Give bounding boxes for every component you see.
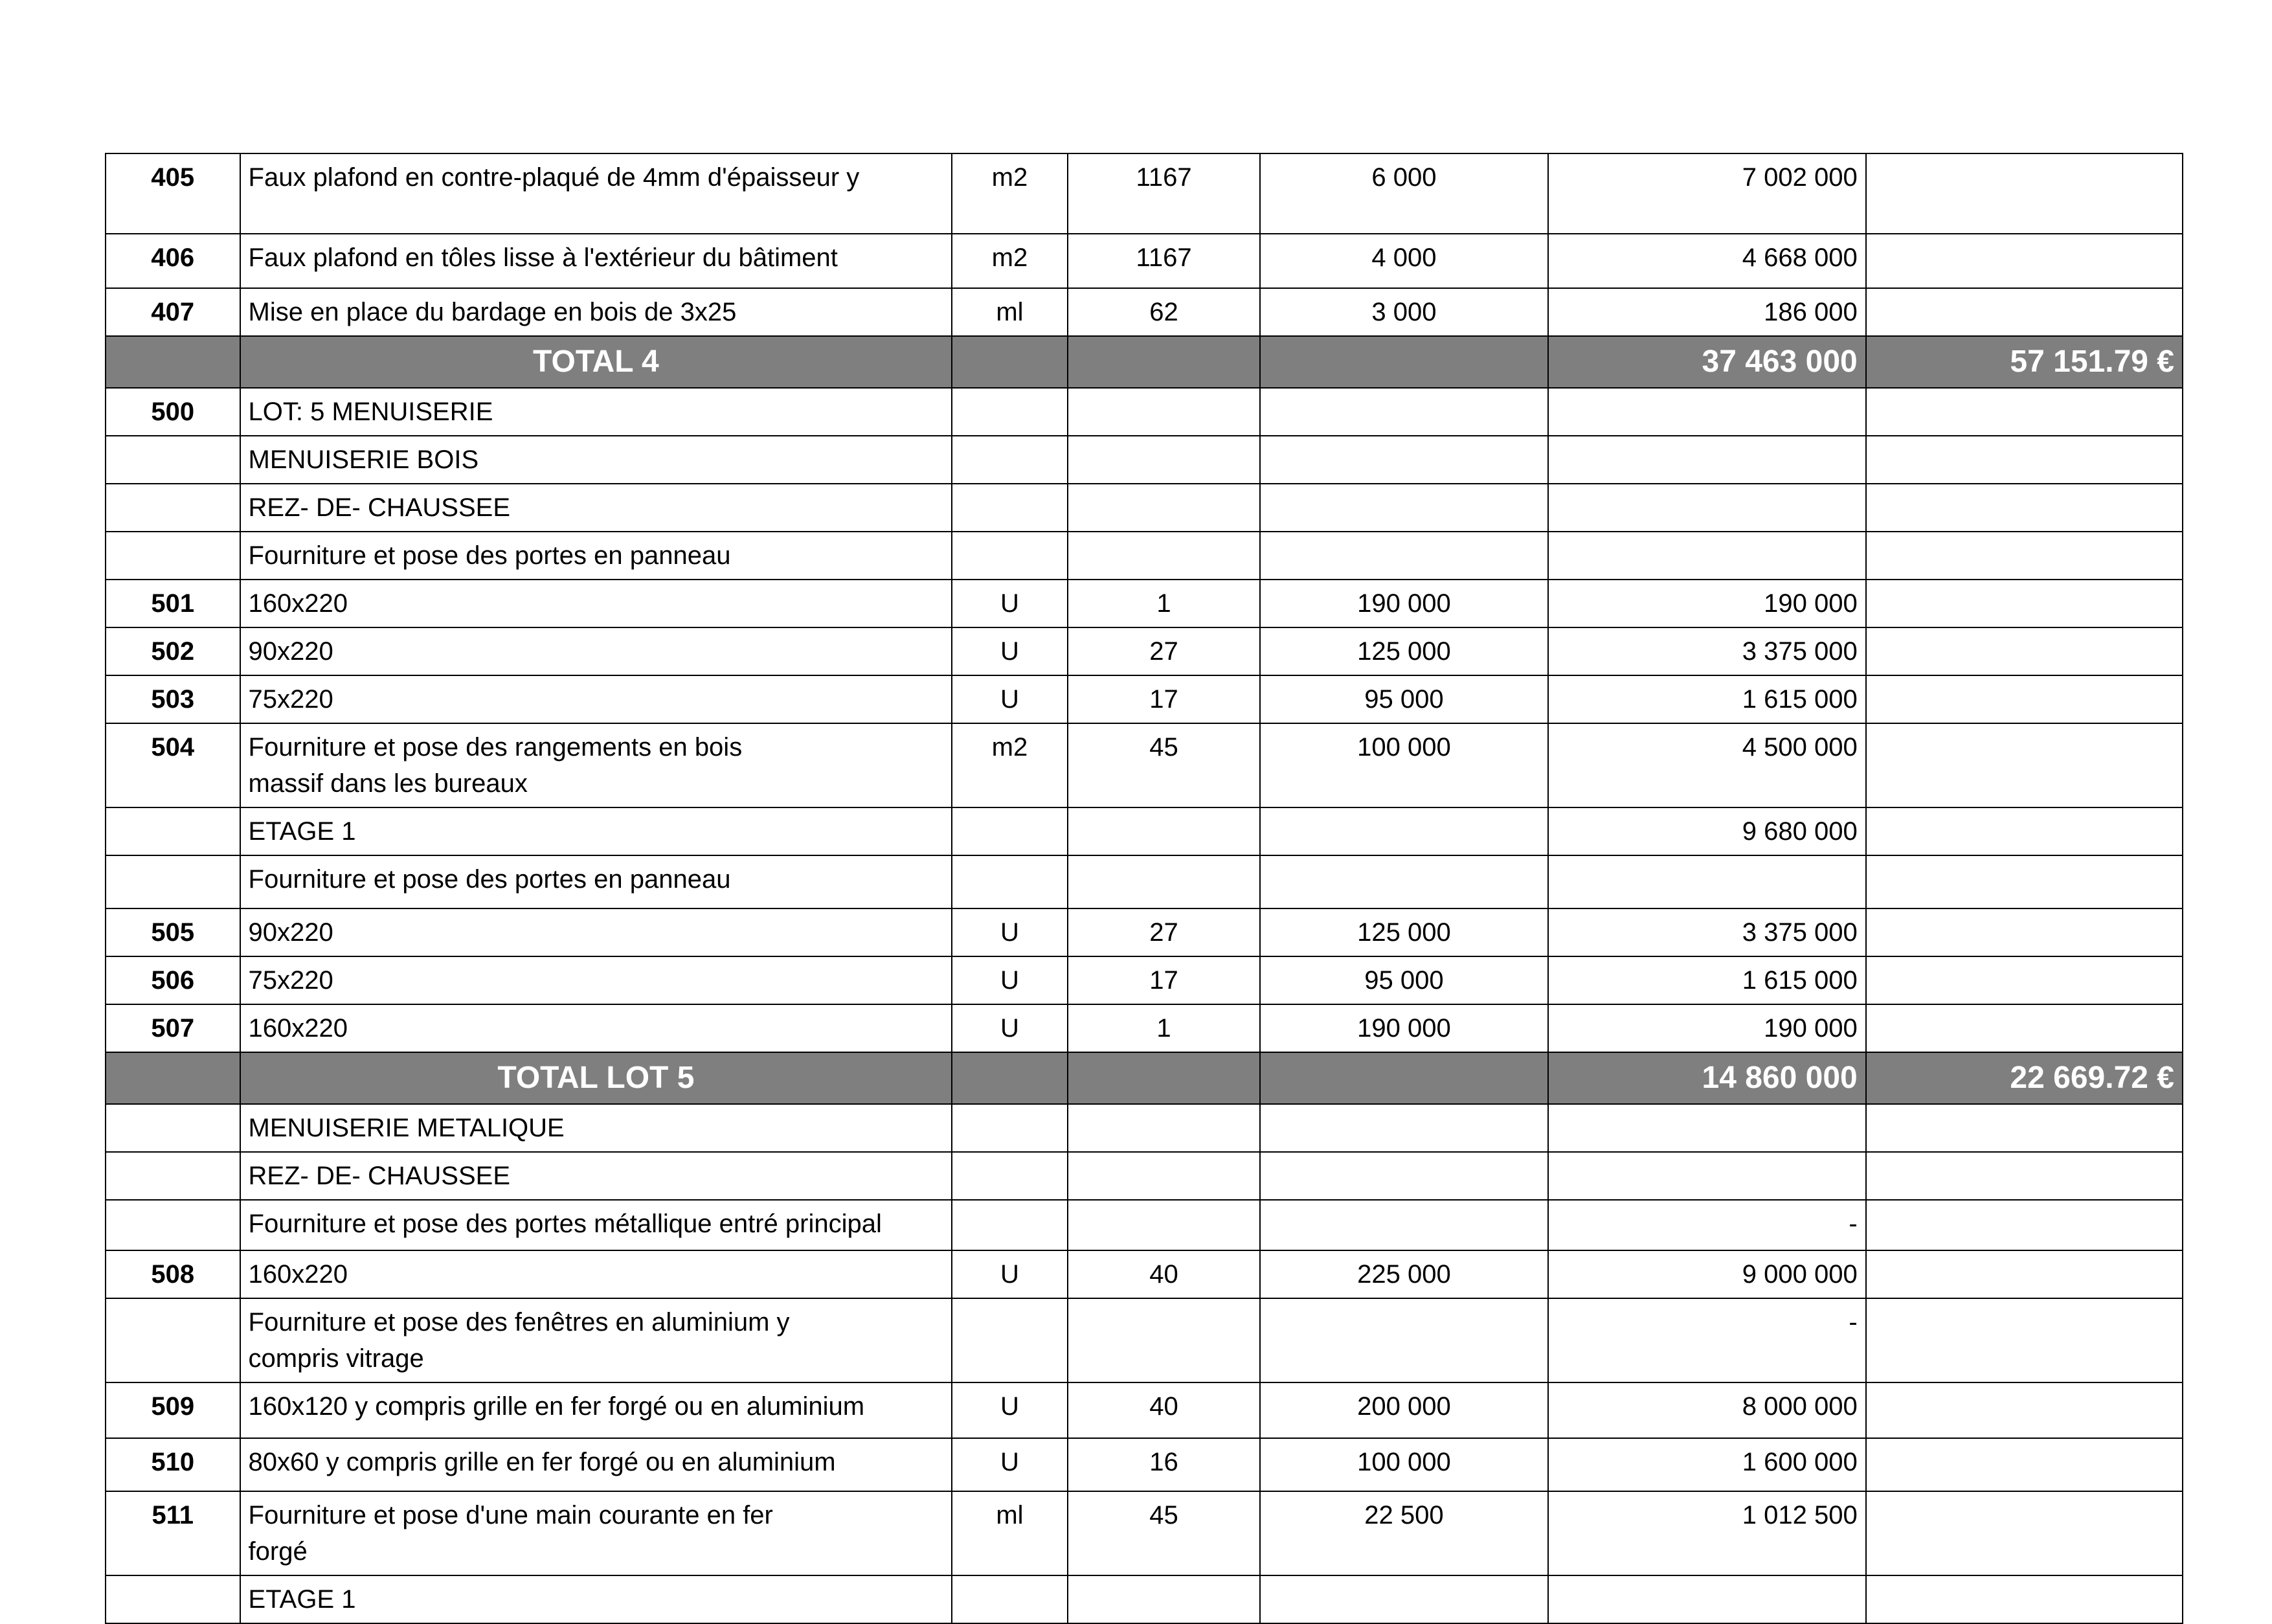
quantity-cell: 40 [1068,1250,1261,1298]
quantity-cell [1068,855,1261,908]
table-row [106,153,2183,234]
quantity-cell [1068,1052,1261,1104]
amount-cell: - [1548,1200,1866,1250]
table-row [106,580,2183,627]
unit-cell: U [952,908,1067,956]
amount-cell [1548,532,1866,580]
euro-amount-cell: 57 151.79 € [1866,336,2183,388]
item-number-cell [106,336,240,388]
unit-cell: U [952,627,1067,675]
description-cell: MENUISERIE BOIS [240,436,952,484]
unit-cell [952,1575,1067,1623]
unit-cell: m2 [952,234,1067,288]
table-row [106,956,2183,1004]
quantity-cell: 1167 [1068,234,1261,288]
item-number-cell [106,1104,240,1152]
quantity-cell [1068,1152,1261,1200]
item-number-cell: 502 [106,627,240,675]
euro-amount-cell [1866,532,2183,580]
quantity-cell [1068,484,1261,532]
unit-price-cell [1260,855,1547,908]
euro-amount-cell [1866,1200,2183,1250]
quantity-cell: 1 [1068,1004,1261,1052]
table-row [106,1004,2183,1052]
table-row [106,627,2183,675]
euro-amount-cell [1866,627,2183,675]
euro-amount-cell [1866,484,2183,532]
amount-cell: 3 375 000 [1548,908,1866,956]
quantity-cell: 17 [1068,675,1261,723]
item-number-cell: 405 [106,153,240,234]
item-number-cell: 506 [106,956,240,1004]
table-row [106,484,2183,532]
description-cell: TOTAL 4 [240,336,952,388]
description-cell: Faux plafond en tôles lisse à l'extérieur du bâtiment [240,234,952,288]
amount-cell: 4 500 000 [1548,723,1866,807]
amount-cell [1548,1104,1866,1152]
item-number-cell: 501 [106,580,240,627]
amount-cell: 1 615 000 [1548,675,1866,723]
amount-cell: 37 463 000 [1548,336,1866,388]
quantity-cell [1068,436,1261,484]
unit-price-cell [1260,484,1547,532]
unit-cell: m2 [952,153,1067,234]
amount-cell: 1 012 500 [1548,1491,1866,1575]
unit-price-cell [1260,1575,1547,1623]
quantity-cell: 1 [1068,580,1261,627]
description-cell: Fourniture et pose des portes métallique entré principal [240,1200,952,1250]
item-number-cell: 510 [106,1438,240,1491]
table-row [106,1250,2183,1298]
item-number-cell [106,1575,240,1623]
unit-cell [952,1052,1067,1104]
euro-amount-cell [1866,1250,2183,1298]
quantity-cell: 27 [1068,908,1261,956]
unit-price-cell: 200 000 [1260,1382,1547,1438]
quantity-cell: 1167 [1068,153,1261,234]
table-row [106,532,2183,580]
item-number-cell: 508 [106,1250,240,1298]
table-body [106,153,2183,1623]
euro-amount-cell [1866,1004,2183,1052]
unit-price-cell: 125 000 [1260,908,1547,956]
table-row [106,723,2183,807]
description-cell: Fourniture et pose d'une main courante en fer forgé [240,1491,952,1575]
unit-price-cell: 6 000 [1260,153,1547,234]
unit-price-cell: 100 000 [1260,723,1547,807]
unit-price-cell: 190 000 [1260,580,1547,627]
unit-price-cell: 100 000 [1260,1438,1547,1491]
table-row [106,807,2183,855]
unit-price-cell [1260,807,1547,855]
quantity-cell: 45 [1068,723,1261,807]
amount-cell: 9 000 000 [1548,1250,1866,1298]
unit-price-cell [1260,1104,1547,1152]
item-number-cell: 511 [106,1491,240,1575]
amount-cell: 7 002 000 [1548,153,1866,234]
item-number-cell [106,1152,240,1200]
table-row [106,1575,2183,1623]
unit-price-cell: 95 000 [1260,675,1547,723]
amount-cell: 3 375 000 [1548,627,1866,675]
table-row [106,1200,2183,1250]
euro-amount-cell [1866,1152,2183,1200]
euro-amount-cell [1866,1104,2183,1152]
table-row [106,1152,2183,1200]
item-number-cell: 509 [106,1382,240,1438]
unit-cell: U [952,1250,1067,1298]
amount-cell [1548,1152,1866,1200]
quantity-cell [1068,807,1261,855]
unit-cell [952,1298,1067,1382]
quantity-cell: 40 [1068,1382,1261,1438]
quantity-cell [1068,1104,1261,1152]
unit-price-cell: 190 000 [1260,1004,1547,1052]
unit-cell: U [952,956,1067,1004]
item-number-cell [106,484,240,532]
table-row [106,1491,2183,1575]
quantity-cell: 17 [1068,956,1261,1004]
unit-price-cell: 125 000 [1260,627,1547,675]
item-number-cell [106,1052,240,1104]
unit-cell [952,436,1067,484]
euro-amount-cell: 22 669.72 € [1866,1052,2183,1104]
unit-cell [952,1104,1067,1152]
amount-cell [1548,855,1866,908]
amount-cell: 186 000 [1548,288,1866,336]
description-cell: 160x220 [240,1250,952,1298]
euro-amount-cell [1866,1298,2183,1382]
unit-cell [952,532,1067,580]
table-row [106,675,2183,723]
item-number-cell [106,1298,240,1382]
euro-amount-cell [1866,234,2183,288]
euro-amount-cell [1866,723,2183,807]
description-cell: 160x120 y compris grille en fer forgé ou en aluminium [240,1382,952,1438]
amount-cell: 1 600 000 [1548,1438,1866,1491]
table-row [106,1438,2183,1491]
unit-price-cell [1260,532,1547,580]
amount-cell: 8 000 000 [1548,1382,1866,1438]
euro-amount-cell [1866,1491,2183,1575]
unit-price-cell [1260,1200,1547,1250]
euro-amount-cell [1866,1575,2183,1623]
amount-cell [1548,436,1866,484]
item-number-cell: 406 [106,234,240,288]
quantity-cell [1068,1575,1261,1623]
euro-amount-cell [1866,855,2183,908]
item-number-cell: 505 [106,908,240,956]
description-cell: 75x220 [240,956,952,1004]
amount-cell [1548,484,1866,532]
description-cell: ETAGE 1 [240,807,952,855]
table-row [106,1104,2183,1152]
description-cell: 75x220 [240,675,952,723]
description-cell: REZ- DE- CHAUSSEE [240,484,952,532]
quantity-cell [1068,388,1261,436]
unit-cell [952,855,1067,908]
item-number-cell [106,532,240,580]
unit-price-cell [1260,388,1547,436]
item-number-cell [106,855,240,908]
euro-amount-cell [1866,580,2183,627]
item-number-cell [106,436,240,484]
description-cell: REZ- DE- CHAUSSEE [240,1152,952,1200]
total-row [106,336,2183,388]
table-row [106,288,2183,336]
table-row [106,1298,2183,1382]
description-cell: 80x60 y compris grille en fer forgé ou en aluminium [240,1438,952,1491]
euro-amount-cell [1866,436,2183,484]
amount-cell: 9 680 000 [1548,807,1866,855]
unit-price-cell [1260,1298,1547,1382]
item-number-cell: 507 [106,1004,240,1052]
table-row [106,855,2183,908]
description-cell: MENUISERIE METALIQUE [240,1104,952,1152]
quantity-cell [1068,1298,1261,1382]
unit-price-cell [1260,1052,1547,1104]
unit-cell [952,807,1067,855]
table-row [106,388,2183,436]
quantity-cell: 45 [1068,1491,1261,1575]
quantity-cell: 27 [1068,627,1261,675]
unit-price-cell: 22 500 [1260,1491,1547,1575]
unit-cell: U [952,580,1067,627]
euro-amount-cell [1866,388,2183,436]
description-cell: 160x220 [240,1004,952,1052]
description-cell: Fourniture et pose des rangements en bois massif dans les bureaux [240,723,952,807]
description-cell: 90x220 [240,908,952,956]
euro-amount-cell [1866,1438,2183,1491]
amount-cell [1548,388,1866,436]
unit-cell [952,1152,1067,1200]
unit-cell [952,1200,1067,1250]
unit-cell: U [952,1004,1067,1052]
amount-cell: - [1548,1298,1866,1382]
unit-price-cell [1260,436,1547,484]
amount-cell [1548,1575,1866,1623]
unit-cell [952,336,1067,388]
table-row [106,234,2183,288]
item-number-cell [106,807,240,855]
unit-cell: U [952,1438,1067,1491]
unit-cell: ml [952,288,1067,336]
unit-cell: m2 [952,723,1067,807]
description-cell: Fourniture et pose des portes en panneau [240,855,952,908]
euro-amount-cell [1866,956,2183,1004]
item-number-cell [106,1200,240,1250]
quantity-cell: 62 [1068,288,1261,336]
quantity-cell [1068,1200,1261,1250]
description-cell: TOTAL LOT 5 [240,1052,952,1104]
total-row [106,1052,2183,1104]
description-cell: 160x220 [240,580,952,627]
unit-cell [952,388,1067,436]
euro-amount-cell [1866,908,2183,956]
item-number-cell: 500 [106,388,240,436]
unit-price-cell [1260,1152,1547,1200]
description-cell: LOT: 5 MENUISERIE [240,388,952,436]
unit-price-cell: 3 000 [1260,288,1547,336]
description-cell: ETAGE 1 [240,1575,952,1623]
description-cell: Fourniture et pose des portes en panneau [240,532,952,580]
unit-cell [952,484,1067,532]
unit-price-cell: 95 000 [1260,956,1547,1004]
quantity-cell: 16 [1068,1438,1261,1491]
euro-amount-cell [1866,675,2183,723]
description-cell: Fourniture et pose des fenêtres en aluminium y compris vitrage [240,1298,952,1382]
amount-cell: 190 000 [1548,580,1866,627]
table-row [106,1382,2183,1438]
unit-cell: U [952,675,1067,723]
quantity-cell [1068,336,1261,388]
euro-amount-cell [1866,807,2183,855]
item-number-cell: 407 [106,288,240,336]
description-cell: 90x220 [240,627,952,675]
unit-price-cell: 4 000 [1260,234,1547,288]
amount-cell: 4 668 000 [1548,234,1866,288]
euro-amount-cell [1866,153,2183,234]
bill-of-quantities-table [105,153,2183,1624]
description-cell: Faux plafond en contre-plaqué de 4mm d'épaisseur y [240,153,952,234]
euro-amount-cell [1866,1382,2183,1438]
unit-price-cell: 225 000 [1260,1250,1547,1298]
table-row [106,436,2183,484]
unit-price-cell [1260,336,1547,388]
quantity-cell [1068,532,1261,580]
euro-amount-cell [1866,288,2183,336]
amount-cell: 190 000 [1548,1004,1866,1052]
unit-cell: ml [952,1491,1067,1575]
amount-cell: 14 860 000 [1548,1052,1866,1104]
amount-cell: 1 615 000 [1548,956,1866,1004]
table-row [106,908,2183,956]
item-number-cell: 503 [106,675,240,723]
unit-cell: U [952,1382,1067,1438]
item-number-cell: 504 [106,723,240,807]
description-cell: Mise en place du bardage en bois de 3x25 [240,288,952,336]
